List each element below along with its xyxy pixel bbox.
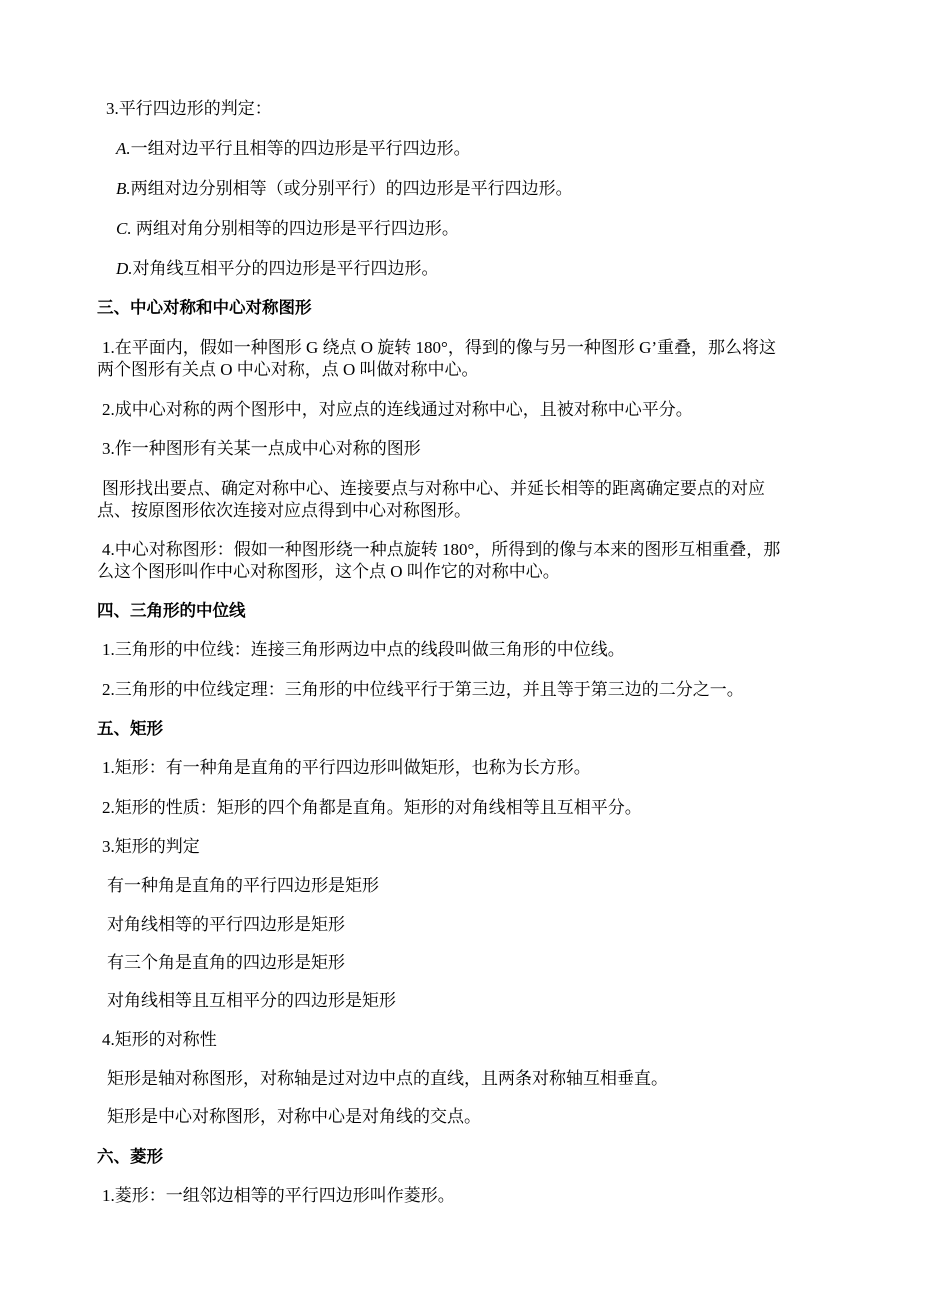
- rect-sym-2: 矩形是中心对称图形，对称中心是对角线的交点。: [107, 1107, 481, 1126]
- section-4-p2: 2.三角形的中位线定理：三角形的中位线平行于第三边，并且等于第三边的二分之一。: [102, 680, 744, 699]
- rule-a-text: 一组对边平行且相等的四边形是平行四边形。: [130, 139, 471, 158]
- section-6-p1: 1.菱形：一组邻边相等的平行四边形叫作菱形。: [102, 1186, 455, 1205]
- rule-d-text: 对角线互相平分的四边形是平行四边形。: [132, 259, 439, 278]
- rule-a: [116, 138, 471, 160]
- section-3-heading: 三、中心对称和中心对称图形: [97, 298, 312, 317]
- section-3-p2: 2.成中心对称的两个图形中，对应点的连线通过对称中心，且被对称中心平分。: [102, 400, 693, 419]
- section-3-p1-line1: 1.在平面内，假如一种图形 G 绕点 O 旋转 180°，得到的像与另一种图形 G’重叠，那么将这: [102, 338, 777, 357]
- rule-b-text: 两组对边分别相等（或分别平行）的四边形是平行四边形。: [130, 179, 573, 198]
- rect-judge-3: 有三个角是直角的四边形是矩形: [107, 953, 345, 972]
- rect-judge-4: 对角线相等且互相平分的四边形是矩形: [107, 991, 396, 1010]
- item-3-title: 3.平行四边形的判定：: [106, 99, 272, 118]
- rule-d-letter: D.: [116, 259, 133, 278]
- rule-a-letter: A.: [116, 139, 131, 158]
- rect-sym-1: 矩形是轴对称图形，对称轴是过对边中点的直线，且两条对称轴互相垂直。: [107, 1069, 668, 1088]
- section-3-p3: 3.作一种图形有关某一点成中心对称的图形: [102, 439, 421, 458]
- section-3-p1-line2: 两个图形有关点 O 中心对称，点 O 叫做对称中心。: [97, 360, 479, 379]
- section-3-p3-body-line1: 图形找出要点、确定对称中心、连接要点与对称中心、并延长相等的距离确定要点的对应: [102, 479, 765, 498]
- section-5-p3: 3.矩形的判定: [102, 837, 200, 856]
- section-3-p4-line2: 么这个图形叫作中心对称图形，这个点 O 叫作它的对称中心。: [97, 562, 560, 581]
- rule-c-text: 两组对角分别相等的四边形是平行四边形。: [131, 219, 459, 238]
- section-4-p1: 1.三角形的中位线：连接三角形两边中点的线段叫做三角形的中位线。: [102, 640, 625, 659]
- rect-judge-2: 对角线相等的平行四边形是矩形: [107, 915, 345, 934]
- section-3-p3-body-line2: 点、按原图形依次连接对应点得到中心对称图形。: [97, 501, 471, 520]
- section-5-heading: 五、矩形: [97, 719, 163, 738]
- rule-d: [116, 258, 439, 280]
- section-5-p1: 1.矩形：有一种角是直角的平行四边形叫做矩形，也称为长方形。: [102, 758, 591, 777]
- rule-b-letter: B.: [116, 179, 131, 198]
- rect-judge-1: 有一种角是直角的平行四边形是矩形: [107, 876, 379, 895]
- section-4-heading: 四、三角形的中位线: [97, 601, 246, 620]
- rule-c: [116, 218, 459, 240]
- rule-b: [116, 178, 573, 200]
- section-3-p4-line1: 4.中心对称图形：假如一种图形绕一种点旋转 180°，所得到的像与本来的图形互相重叠，那: [102, 540, 781, 559]
- section-5-p4: 4.矩形的对称性: [102, 1030, 217, 1049]
- rule-c-letter: C.: [116, 219, 132, 238]
- section-6-heading: 六、菱形: [97, 1147, 163, 1166]
- section-5-p2: 2.矩形的性质：矩形的四个角都是直角。矩形的对角线相等且互相平分。: [102, 798, 642, 817]
